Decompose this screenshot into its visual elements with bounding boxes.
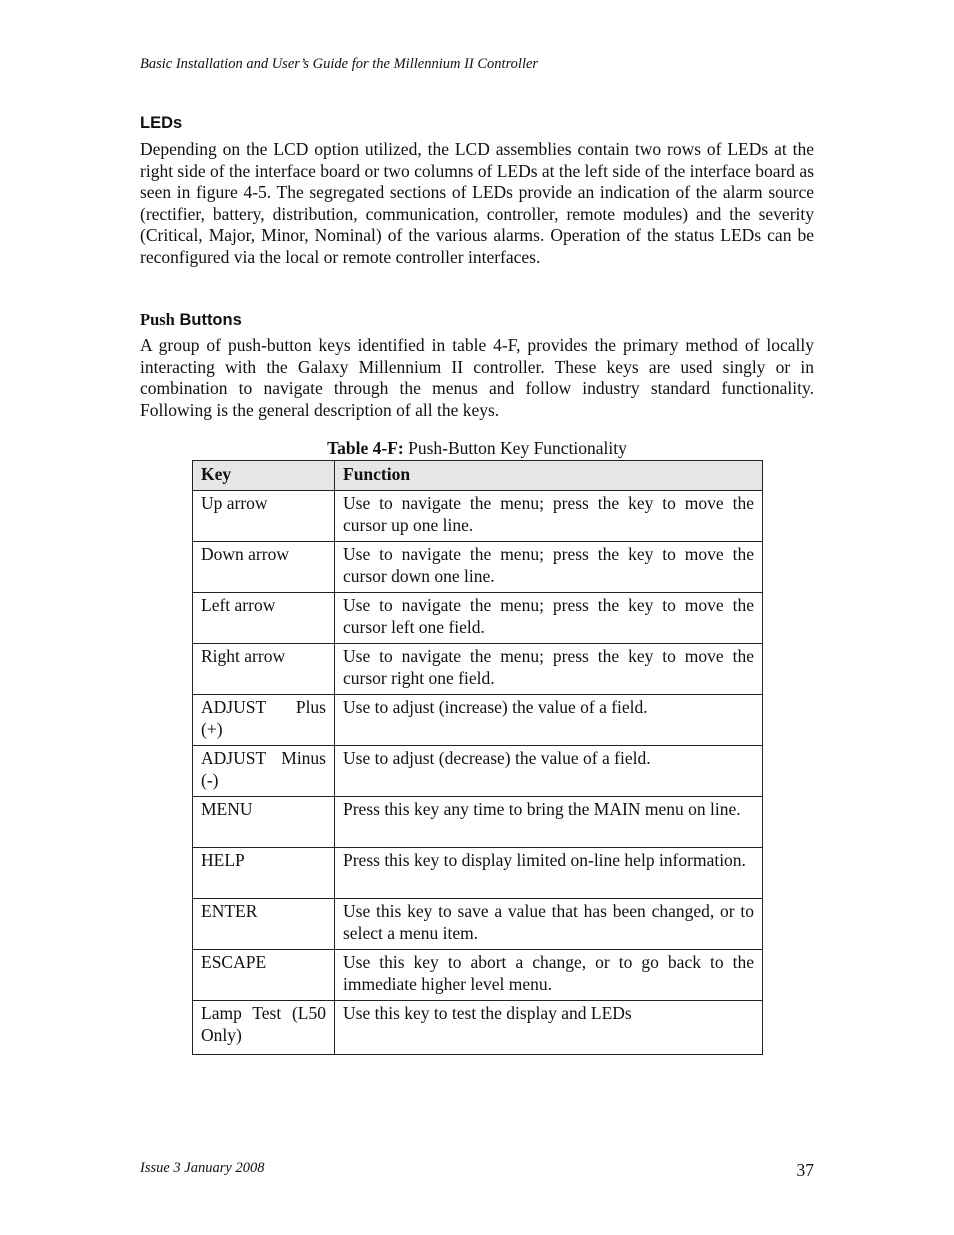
- function-cell: Use this key to save a value that has been changed, or to select a menu item.: [335, 899, 763, 950]
- table-caption: [193, 438, 761, 459]
- function-cell: Use this key to test the display and LEDs: [335, 1001, 763, 1055]
- table-caption-label: Table 4-F:: [327, 438, 404, 458]
- table-row: [193, 899, 763, 950]
- key-cell: Lamp Test (L50 Only): [193, 1001, 335, 1055]
- function-cell: Press this key to display limited on-line help information.: [335, 848, 763, 899]
- table-row: [193, 491, 763, 542]
- table-row: [193, 542, 763, 593]
- key-cell: ESCAPE: [193, 950, 335, 1001]
- key-cell: ENTER: [193, 899, 335, 950]
- table-row: [193, 593, 763, 644]
- function-cell: Use to navigate the menu; press the key to move the cursor left one field.: [335, 593, 763, 644]
- table-header-row: [193, 461, 763, 491]
- page-number: 37: [796, 1160, 814, 1180]
- table-row: [193, 950, 763, 1001]
- function-cell: Use to adjust (decrease) the value of a field.: [335, 746, 763, 797]
- key-cell: HELP: [193, 848, 335, 899]
- key-cell: ADJUST Minus (-): [193, 746, 335, 797]
- push-buttons-heading-part2: Buttons: [179, 311, 242, 329]
- key-cell: Down arrow: [193, 542, 335, 593]
- leds-heading: LEDs: [140, 114, 183, 132]
- table-row: [193, 644, 763, 695]
- function-cell: Use this key to abort a change, or to go back to the immediate higher level menu.: [335, 950, 763, 1001]
- table-row: [193, 695, 763, 746]
- table-row: [193, 746, 763, 797]
- key-cell: Up arrow: [193, 491, 335, 542]
- function-cell: Use to navigate the menu; press the key to move the cursor down one line.: [335, 542, 763, 593]
- table-row: [193, 848, 763, 899]
- push-buttons-heading-part1: Push: [140, 310, 175, 329]
- function-cell: Press this key any time to bring the MAIN menu on line.: [335, 797, 763, 848]
- footer-issue: Issue 3 January 2008: [140, 1160, 265, 1176]
- push-buttons-paragraph: A group of push-button keys identified in table 4-F, provides the primary method of locally interacting with the Galaxy Millennium II controller. These keys are used singly or in combination to navigate through the menus and follow industry standard functionality. Following is the general description of all the keys.: [140, 335, 814, 420]
- key-cell: MENU: [193, 797, 335, 848]
- key-cell: Right arrow: [193, 644, 335, 695]
- table-row: [193, 1001, 763, 1055]
- leds-paragraph: Depending on the LCD option utilized, the LCD assemblies contain two rows of LEDs at the right side of the interface board or two columns of LEDs at the left side of the interface board as seen in figure 4-5. The segregated sections of LEDs provide an indication of the alarm source (rectifier, battery, distribution, communication, controller, remote modules) and the severity (Critical, Major, Minor, Nominal) of the various alarms. Operation of the status LEDs can be reconfigured via the local or remote controller interfaces.: [140, 139, 814, 267]
- key-cell: ADJUST Plus (+): [193, 695, 335, 746]
- function-cell: Use to navigate the menu; press the key to move the cursor up one line.: [335, 491, 763, 542]
- table-row: [193, 797, 763, 848]
- function-cell: Use to navigate the menu; press the key to move the cursor right one field.: [335, 644, 763, 695]
- key-functionality-table: [192, 460, 763, 1055]
- column-header-key: Key: [193, 461, 335, 491]
- function-cell: Use to adjust (increase) the value of a field.: [335, 695, 763, 746]
- push-buttons-heading: [140, 310, 242, 330]
- running-header: Basic Installation and User’s Guide for the Millennium II Controller: [140, 56, 539, 72]
- column-header-function: Function: [335, 461, 763, 491]
- key-cell: Left arrow: [193, 593, 335, 644]
- table-caption-text: Push-Button Key Functionality: [403, 438, 627, 458]
